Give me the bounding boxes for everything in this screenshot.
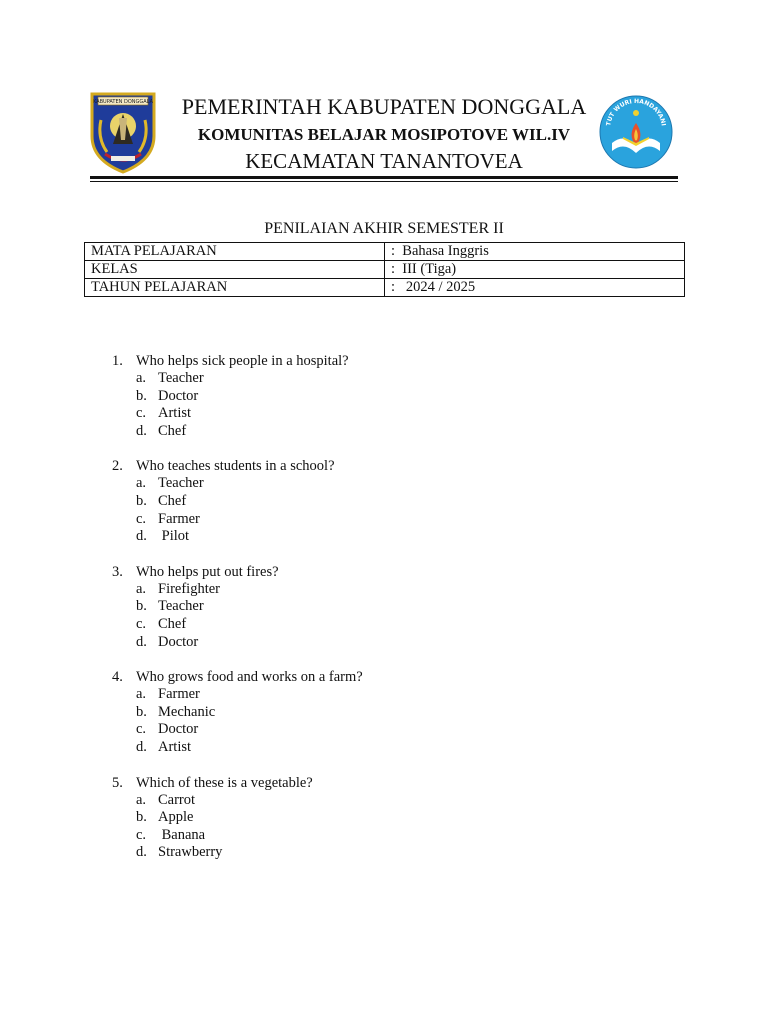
option-text: Apple xyxy=(158,809,194,826)
option-d xyxy=(112,739,363,757)
question-text: Who grows food and works on a farm? xyxy=(136,669,363,686)
question-number: 5. xyxy=(112,774,123,791)
option-text: Farmer xyxy=(158,510,200,527)
option-letter: a. xyxy=(136,580,147,597)
question-number: 1. xyxy=(112,353,123,369)
info-row-subject xyxy=(85,243,685,261)
option-letter: c. xyxy=(136,615,147,632)
question-4 xyxy=(112,668,363,756)
question-text: Who helps sick people in a hospital? xyxy=(136,353,349,369)
question-number: 4. xyxy=(112,669,123,686)
question-text: Which of these is a vegetable? xyxy=(136,774,313,791)
info-label: TAHUN PELAJARAN xyxy=(85,279,385,297)
question-1 xyxy=(112,352,363,440)
option-letter: b. xyxy=(136,703,147,720)
option-letter: b. xyxy=(136,492,147,509)
info-label: KELAS xyxy=(85,261,385,279)
option-c xyxy=(112,827,363,845)
exam-info-table xyxy=(84,242,685,297)
option-a xyxy=(112,792,363,810)
option-a xyxy=(112,581,363,599)
info-value: : Bahasa Inggris xyxy=(385,243,685,261)
option-text: Doctor xyxy=(158,387,199,404)
option-text: Firefighter xyxy=(158,580,221,597)
header-title-community: KOMUNITAS BELAJAR MOSIPOTOVE WIL.IV xyxy=(197,125,571,144)
option-text: Strawberry xyxy=(158,844,223,861)
exam-title: PENILAIAN AKHIR SEMESTER II xyxy=(264,220,504,237)
option-b xyxy=(112,493,363,511)
option-a xyxy=(112,475,363,493)
option-letter: a. xyxy=(136,475,147,492)
option-text: Teacher xyxy=(158,475,204,492)
option-d xyxy=(112,844,363,862)
info-value: : 2024 / 2025 xyxy=(385,279,685,297)
option-letter: b. xyxy=(136,387,147,404)
question-5 xyxy=(112,774,363,862)
option-text: Pilot xyxy=(158,528,190,545)
option-text: Mechanic xyxy=(158,703,216,720)
option-c xyxy=(112,511,363,529)
option-b xyxy=(112,704,363,722)
option-letter: d. xyxy=(136,528,147,545)
option-letter: b. xyxy=(136,809,147,826)
question-list xyxy=(112,352,363,879)
option-a xyxy=(112,686,363,704)
left-logo-text: KABUPATEN DONGGALA xyxy=(93,99,153,106)
right-logo-text: TUT WURI HANDAYANI xyxy=(605,97,667,127)
header-divider-thick xyxy=(90,176,678,179)
option-b xyxy=(112,388,363,406)
option-c xyxy=(112,405,363,423)
option-d xyxy=(112,634,363,652)
option-b xyxy=(112,598,363,616)
option-letter: c. xyxy=(136,721,147,738)
option-letter: c. xyxy=(136,405,147,422)
option-c xyxy=(112,616,363,634)
info-value: : III (Tiga) xyxy=(385,261,685,279)
option-letter: a. xyxy=(136,370,147,386)
option-text: Teacher xyxy=(158,370,204,386)
option-letter: d. xyxy=(136,844,147,861)
option-b xyxy=(112,809,363,827)
option-letter: d. xyxy=(136,422,147,439)
option-c xyxy=(112,721,363,739)
option-text: Doctor xyxy=(158,633,199,650)
header-title-government: PEMERINTAH KABUPATEN DONGGALA xyxy=(181,94,587,119)
option-letter: d. xyxy=(136,633,147,650)
option-text: Carrot xyxy=(158,791,196,808)
question-3 xyxy=(112,563,363,651)
info-row-class xyxy=(85,261,685,279)
option-d xyxy=(112,528,363,546)
question-2 xyxy=(112,457,363,545)
option-letter: b. xyxy=(136,598,147,615)
header-title-district: KECAMATAN TANANTOVEA xyxy=(245,149,523,173)
info-label: MATA PELAJARAN xyxy=(85,243,385,261)
option-d xyxy=(112,423,363,441)
question-text: Who teaches students in a school? xyxy=(136,458,335,475)
header-divider-thin xyxy=(90,181,678,182)
option-text: Doctor xyxy=(158,721,199,738)
option-letter: c. xyxy=(136,510,147,527)
option-text: Chef xyxy=(158,492,187,509)
option-text: Teacher xyxy=(158,598,204,615)
option-letter: c. xyxy=(136,826,147,843)
option-letter: a. xyxy=(136,686,147,703)
question-number: 2. xyxy=(112,458,123,475)
question-text: Who helps put out fires? xyxy=(136,563,279,580)
option-letter: d. xyxy=(136,738,147,755)
question-number: 3. xyxy=(112,563,123,580)
option-text: Banana xyxy=(158,826,206,843)
tut-wuri-handayani-emblem-icon xyxy=(598,93,674,172)
info-row-academic-year xyxy=(85,279,685,297)
option-letter: a. xyxy=(136,791,147,808)
option-text: Farmer xyxy=(158,686,200,703)
option-text: Artist xyxy=(158,405,192,422)
option-text: Chef xyxy=(158,615,187,632)
option-a xyxy=(112,370,363,388)
option-text: Artist xyxy=(158,738,192,755)
option-text: Chef xyxy=(158,422,187,439)
